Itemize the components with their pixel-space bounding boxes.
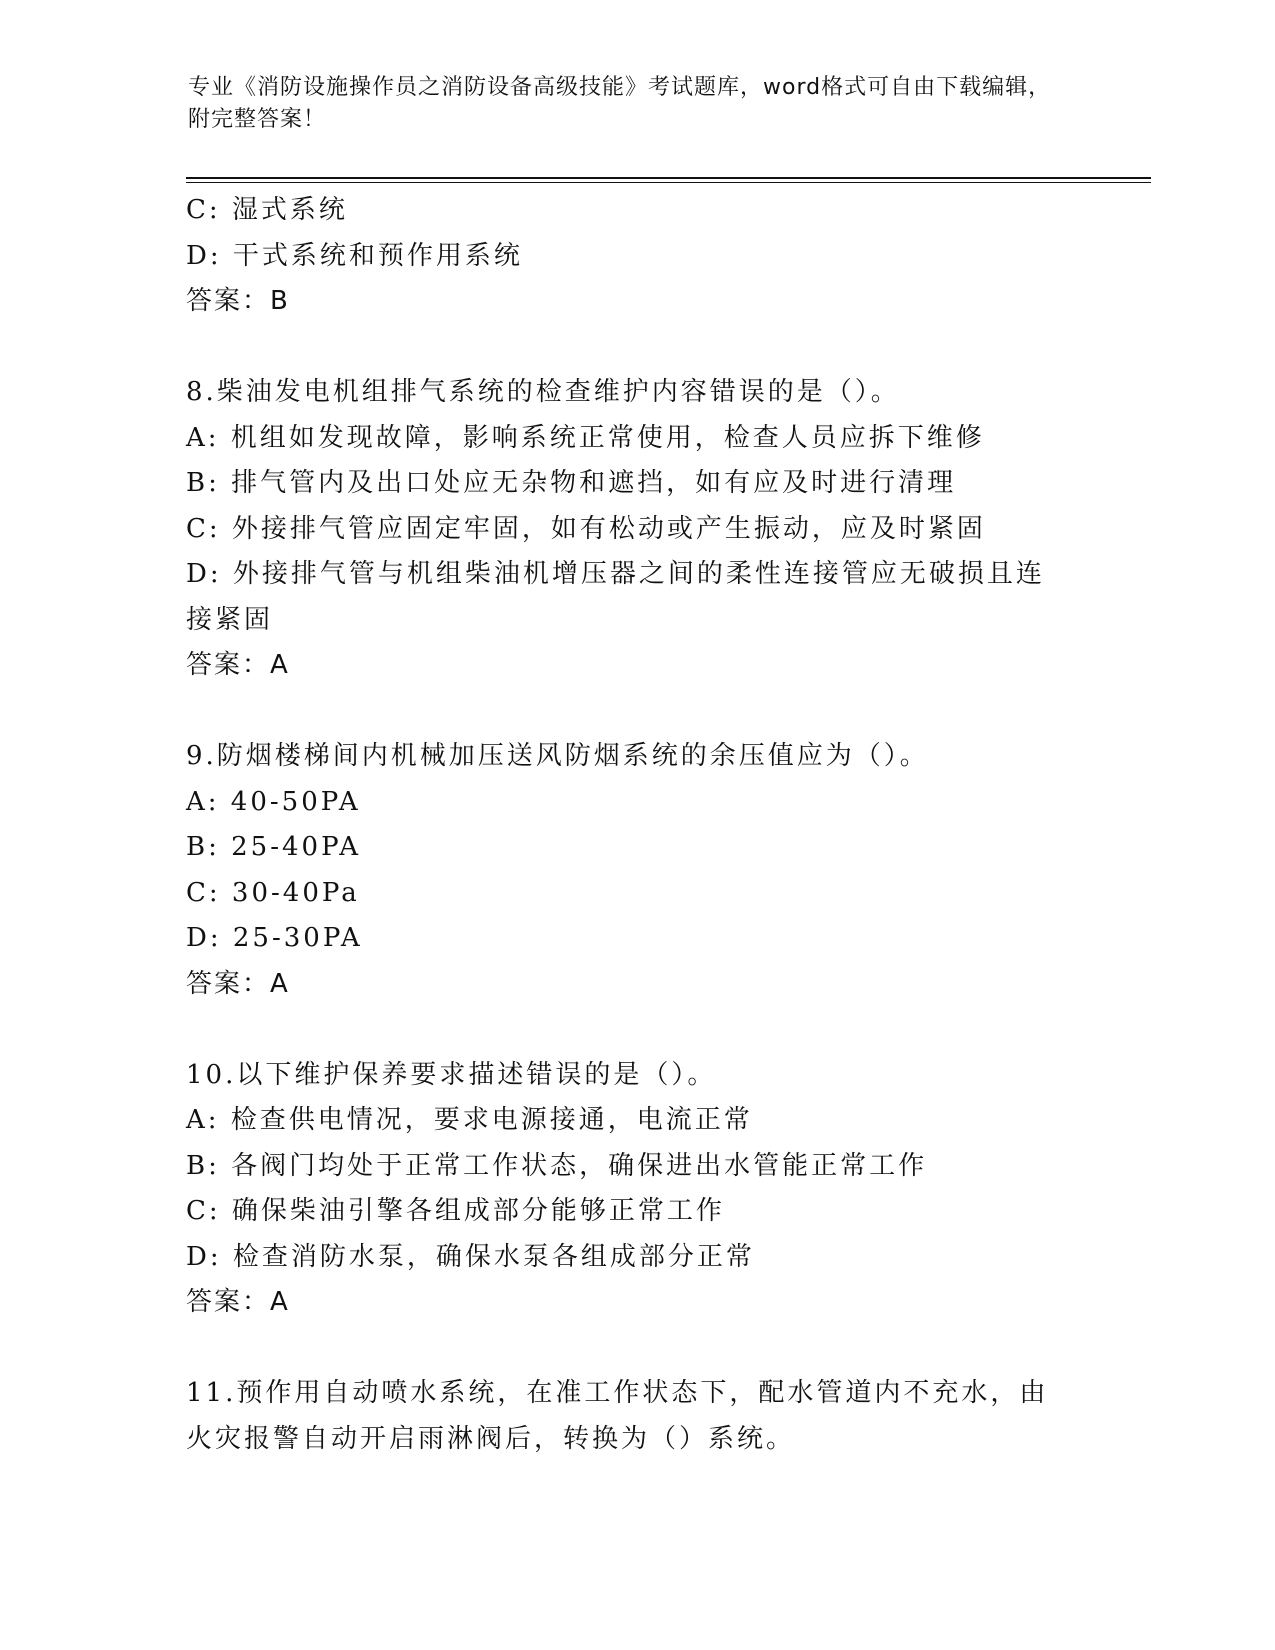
question-10 <box>186 1053 1086 1326</box>
option-d: D: 干式系统和预作用系统 <box>186 240 523 271</box>
answer: 答案：B <box>186 286 290 316</box>
option-d: D: 25-30PA <box>186 923 363 953</box>
question-stem: 10.以下维护保养要求描述错误的是（）。 <box>186 1059 717 1090</box>
option-a: A: 检查供电情况，要求电源接通，电流正常 <box>186 1105 753 1135</box>
answer: 答案：A <box>186 968 290 999</box>
answer: 答案：A <box>186 650 290 680</box>
header-rule-thin <box>186 182 1151 183</box>
option-c: C: 外接排气管应固定牢固，如有松动或产生振动，应及时紧固 <box>186 513 986 544</box>
document-intro: 专业《消防设施操作员之消防设备高级技能》考试题库，word格式可自由下载编辑，附完整答案！ <box>188 75 1052 132</box>
option-b: B: 排气管内及出口处应无杂物和遮挡，如有应及时进行清理 <box>186 468 957 498</box>
option-d: D: 检查消防水泵，确保水泵各组成部分正常 <box>186 1241 755 1272</box>
question-stem: 11.预作用自动喷水系统，在准工作状态下，配水管道内不充水，由火灾报警自动开启雨淋阀后，转换为（）系统。 <box>186 1378 1049 1454</box>
option-c: C: 30-40Pa <box>186 877 360 908</box>
question-8 <box>186 370 1086 689</box>
option-c: C: 湿式系统 <box>186 195 348 225</box>
header-rule-thick <box>186 177 1151 179</box>
option-d: D: 外接排气管与机组柴油机增压器之间的柔性连接管应无破损且连接紧固 <box>186 559 1045 635</box>
option-a: A: 40-50PA <box>186 786 361 817</box>
question-list <box>186 188 1086 1462</box>
option-b: B: 各阀门均处于正常工作状态，确保进出水管能正常工作 <box>186 1150 928 1181</box>
answer: 答案：A <box>186 1287 290 1317</box>
question-7-tail <box>186 188 1086 325</box>
question-9 <box>186 734 1086 1007</box>
question-stem: 8.柴油发电机组排气系统的检查维护内容错误的是（）。 <box>186 377 900 407</box>
question-stem: 9.防烟楼梯间内机械加压送风防烟系统的余压值应为（）。 <box>186 741 929 771</box>
option-c: C: 确保柴油引擎各组成部分能够正常工作 <box>186 1196 725 1226</box>
option-b: B: 25-40PA <box>186 832 361 862</box>
question-11 <box>186 1371 1086 1462</box>
option-a: A: 机组如发现故障，影响系统正常使用，检查人员应拆下维修 <box>186 422 985 453</box>
